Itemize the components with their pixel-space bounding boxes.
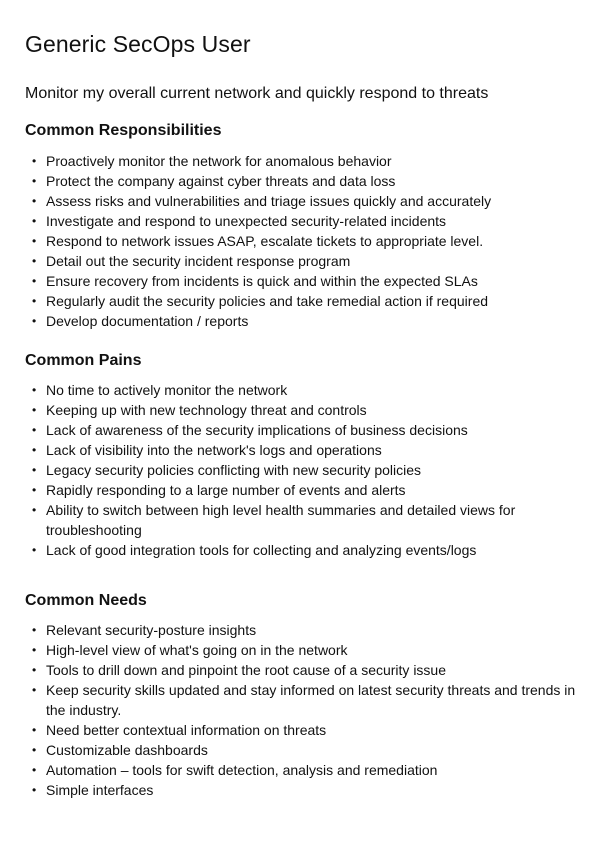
list-item <box>25 740 580 760</box>
list-item <box>25 500 580 540</box>
list-item <box>25 620 580 640</box>
list-item-text: Investigate and respond to unexpected security-related incidents <box>46 213 447 229</box>
section-needs <box>25 591 580 800</box>
list-item-text: High-level view of what's going on in the network <box>46 642 348 658</box>
list-item <box>25 720 580 740</box>
list-item-text: Develop documentation / reports <box>46 313 249 329</box>
list-item <box>25 251 580 271</box>
list-item <box>25 271 580 291</box>
bullet-list <box>25 620 580 800</box>
bullet-icon: • <box>32 643 37 657</box>
bullet-icon: • <box>32 294 37 308</box>
list-item-text: Protect the company against cyber threats and data loss <box>46 173 396 189</box>
list-item-text: Legacy security policies conflicting with new security policies <box>46 462 422 478</box>
list-item <box>25 291 580 311</box>
list-item <box>25 191 580 211</box>
bullet-icon: • <box>32 254 37 268</box>
list-item <box>25 400 580 420</box>
list-item <box>25 540 580 560</box>
list-item-text: Regularly audit the security policies and take remedial action if required <box>46 293 489 309</box>
list-item <box>25 460 580 480</box>
bullet-icon: • <box>32 214 37 228</box>
list-item-text: Detail out the security incident response program <box>46 253 351 269</box>
section-heading: Common Responsibilities <box>25 122 222 139</box>
bullet-icon: • <box>32 483 37 497</box>
bullet-icon: • <box>32 443 37 457</box>
list-item <box>25 231 580 251</box>
list-item <box>25 420 580 440</box>
list-item <box>25 211 580 231</box>
list-item <box>25 380 580 400</box>
bullet-icon: • <box>32 234 37 248</box>
list-item <box>25 760 580 780</box>
bullet-icon: • <box>32 383 37 397</box>
list-item <box>25 171 580 191</box>
list-item-text: Lack of good integration tools for collecting and analyzing events/logs <box>46 542 477 558</box>
bullet-icon: • <box>32 463 37 477</box>
list-item-text: No time to actively monitor the network <box>46 382 288 398</box>
bullet-icon: • <box>32 683 37 697</box>
section-responsibilities <box>25 121 580 331</box>
bullet-icon: • <box>32 543 37 557</box>
bullet-icon: • <box>32 274 37 288</box>
bullet-icon: • <box>32 174 37 188</box>
bullet-icon: • <box>32 663 37 677</box>
bullet-icon: • <box>32 154 37 168</box>
list-item-text: Respond to network issues ASAP, escalate tickets to appropriate level. <box>46 233 484 249</box>
list-item <box>25 311 580 331</box>
list-item <box>25 480 580 500</box>
list-item-text: Keeping up with new technology threat and controls <box>46 402 367 418</box>
list-item-text: Customizable dashboards <box>46 742 208 758</box>
list-item-text: Lack of visibility into the network's logs and operations <box>46 442 382 458</box>
list-item-text: Assess risks and vulnerabilities and triage issues quickly and accurately <box>46 193 492 209</box>
list-item <box>25 660 580 680</box>
bullet-icon: • <box>32 194 37 208</box>
list-item-text: Need better contextual information on threats <box>46 722 327 738</box>
bullet-icon: • <box>32 783 37 797</box>
page-subtitle: Monitor my overall current network and quickly respond to threats <box>25 85 489 102</box>
bullet-icon: • <box>32 314 37 328</box>
list-item-text: Ability to switch between high level health summaries and detailed views for troubleshooting <box>46 502 516 538</box>
bullet-icon: • <box>32 743 37 757</box>
list-item-text: Ensure recovery from incidents is quick and within the expected SLAs <box>46 273 478 289</box>
bullet-icon: • <box>32 723 37 737</box>
list-item-text: Rapidly responding to a large number of events and alerts <box>46 482 406 498</box>
bullet-list <box>25 380 580 560</box>
list-item <box>25 440 580 460</box>
bullet-icon: • <box>32 503 37 517</box>
list-item-text: Keep security skills updated and stay informed on latest security threats and trends in the industry. <box>46 682 576 718</box>
section-heading: Common Needs <box>25 592 147 609</box>
page-title: Generic SecOps User <box>25 31 251 57</box>
bullet-icon: • <box>32 763 37 777</box>
list-item <box>25 680 580 720</box>
list-item <box>25 151 580 171</box>
list-item-text: Proactively monitor the network for anomalous behavior <box>46 153 392 169</box>
bullet-icon: • <box>32 423 37 437</box>
section-pains <box>25 351 580 560</box>
list-item-text: Lack of awareness of the security implications of business decisions <box>46 422 468 438</box>
list-item-text: Relevant security-posture insights <box>46 622 257 638</box>
list-item-text: Automation – tools for swift detection, analysis and remediation <box>46 762 438 778</box>
list-item-text: Simple interfaces <box>46 782 154 798</box>
bullet-icon: • <box>32 623 37 637</box>
list-item-text: Tools to drill down and pinpoint the root cause of a security issue <box>46 662 447 678</box>
section-heading: Common Pains <box>25 352 142 369</box>
bullet-list <box>25 151 580 331</box>
bullet-icon: • <box>32 403 37 417</box>
list-item <box>25 640 580 660</box>
list-item <box>25 780 580 800</box>
